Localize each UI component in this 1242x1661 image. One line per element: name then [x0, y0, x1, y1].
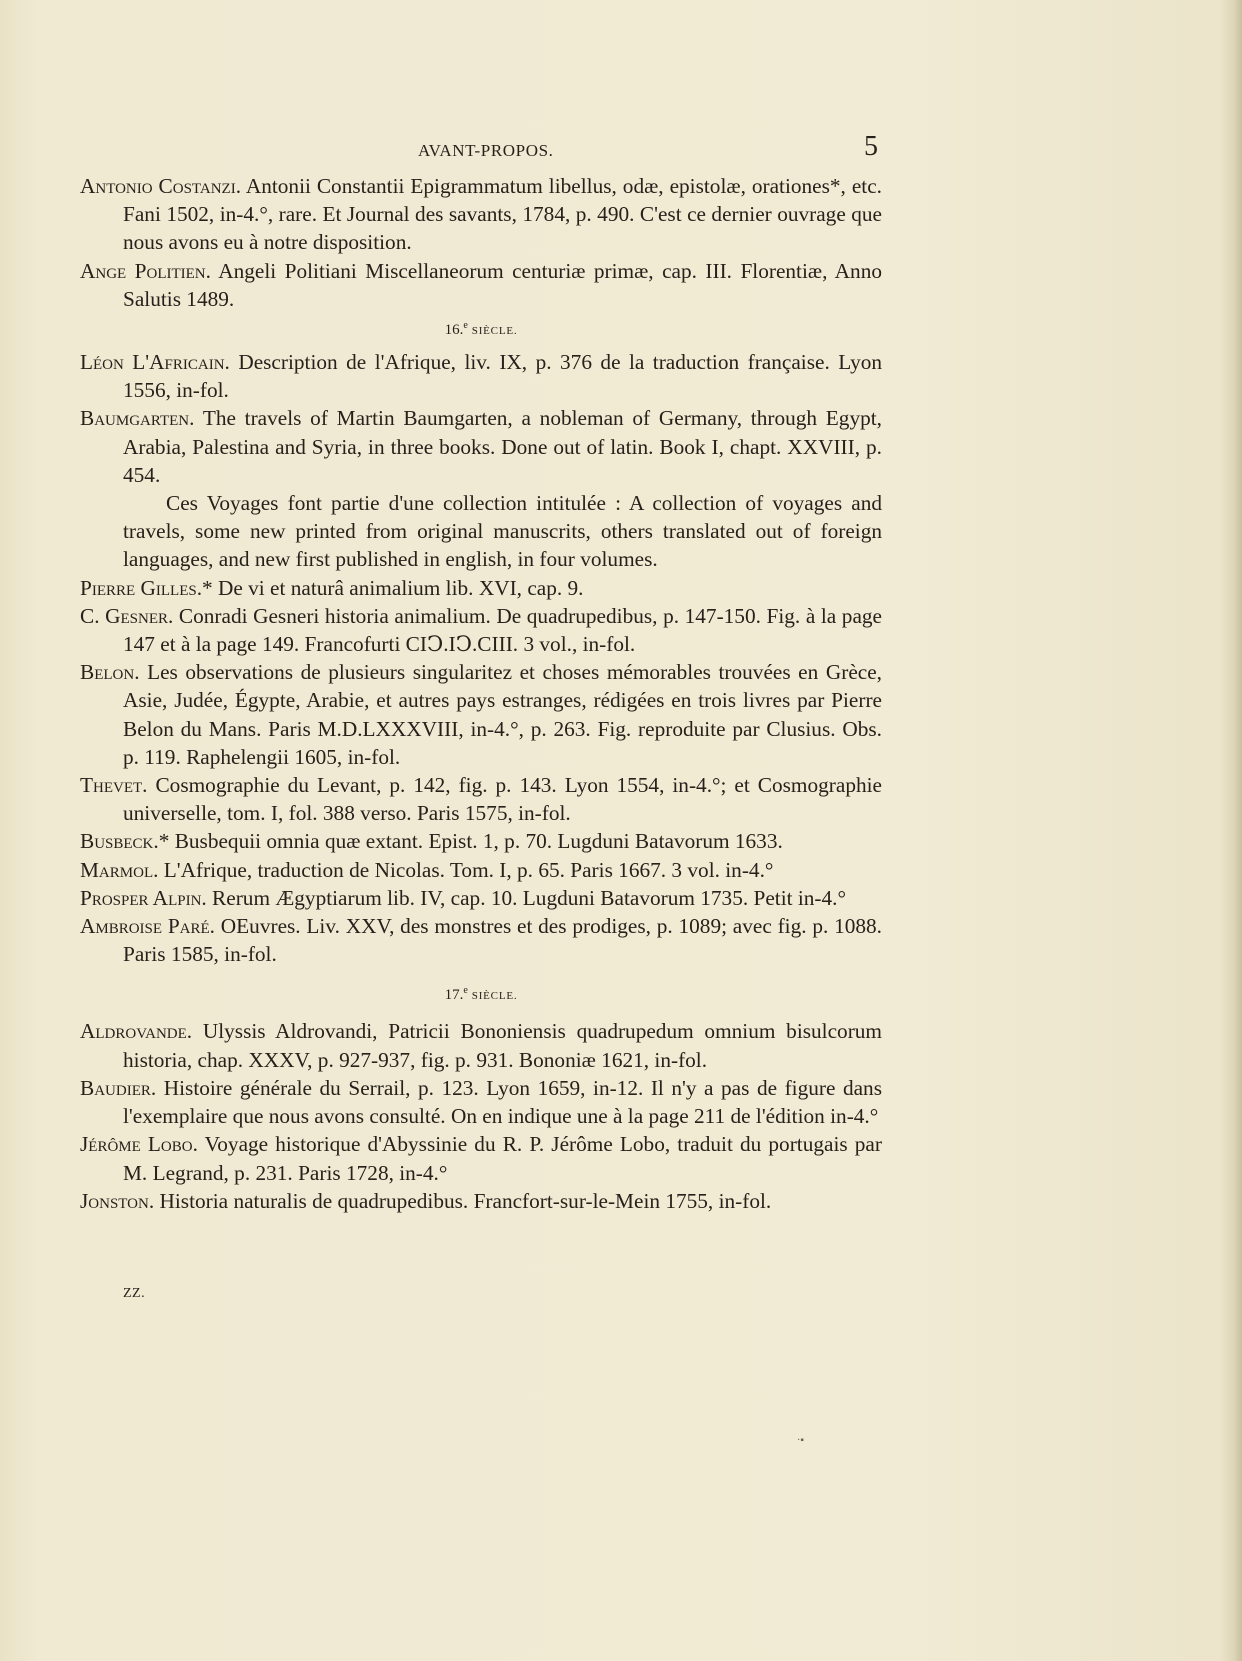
entry-leon-l-africain [80, 348, 882, 404]
section-heading-17 [80, 978, 882, 1009]
running-header: AVANT-PROPOS. [418, 141, 554, 160]
entry-text: Les observations de plusieurs singularitez et choses mémorables trouvées en Grèce, Asie, Judée, Égypte, Arabie, et autres pays estranges, rédigées en trois livres par Pierre Belon du Mans. Paris M.D.LXXXVIII, in-4.°, p. 263. Fig. reproduite par Clusius. Obs. p. 119. Raphelengii 1605, in-fol. [123, 660, 882, 769]
section-heading-16 [80, 313, 882, 344]
entry-aldrovande [80, 1017, 882, 1073]
entry-text: Voyage historique d'Abyssinie du R. P. Jérôme Lobo, traduit du portugais par M. Legrand, p. 231. Paris 1728, in-4.° [123, 1132, 882, 1185]
entry-gesner [80, 602, 882, 658]
century-number: 16. [444, 322, 464, 339]
entry-jonston [80, 1187, 882, 1215]
entry-text: Antonii Constantii Epigrammatum libellus, odæ, epistolæ, orationes*, etc. Fani 1502, in-4.°, rare. Et Journal des savants, 1784, p. 490. C'est ce dernier ouvrage que nous avons eu à notre disposition. [123, 174, 882, 255]
entry-author: Marmol. [80, 857, 159, 882]
entry-author: Ange Politien. [80, 258, 211, 283]
entry-text: L'Afrique, traduction de Nicolas. Tom. I, p. 65. Paris 1667. 3 vol. in-4.° [158, 857, 774, 882]
century-label: SIÈCLE. [471, 325, 518, 338]
entry-author: Busbeck. [80, 829, 159, 854]
entry-busbeck [80, 827, 882, 855]
entry-text: Cosmographie du Levant, p. 142, fig. p. 143. Lyon 1554, in-4.°; et Cosmographie universelle, tom. I, fol. 388 verso. Paris 1575, in-fol. [123, 773, 882, 826]
entry-author: Jonston. [80, 1188, 155, 1213]
century-superscript: e [463, 985, 468, 997]
ink-speck: ·▪ [797, 1435, 804, 1446]
bibliography-list [80, 172, 882, 1215]
entry-text: The travels of Martin Baumgarten, a nobleman of Germany, through Egypt, Arabia, Palestina and Syria, in three books. Done out of latin. Book I, chapt. XXVIII, p. 454. [123, 406, 882, 487]
entry-text: Historia naturalis de quadrupedibus. Francfort-sur-le-Mein 1755, in-fol. [154, 1188, 772, 1213]
entry-author: Aldrovande. [80, 1019, 193, 1044]
entry-author: C. Gesner. [80, 603, 174, 628]
entry-text: Conradi Gesneri historia animalium. De quadrupedibus, p. 147-150. Fig. à la page 147 et à la page 149. Francofurti CIↃ.IↃ.CIII. 3 vol., in-fol. [123, 603, 883, 657]
entry-text: Histoire générale du Serrail, p. 123. Lyon 1659, in-12. Il n'y a pas de figure dans l'exemplaire que nous avons consulté. On en indique une à la page 211 de l'édition in-4.° [123, 1075, 882, 1129]
entry-author: Jérôme Lobo. [80, 1132, 198, 1157]
entry-jerome-lobo [80, 1130, 882, 1186]
century-label: SIÈCLE. [471, 990, 518, 1003]
entry-author: Baudier. [80, 1075, 157, 1100]
entry-author: Antonio Costanzi. [80, 174, 242, 198]
entry-text: Rerum Ægyptiarum lib. IV, cap. 10. Lugduni Batavorum 1735. Petit in-4.° [206, 885, 847, 910]
entry-author: Léon L'Africain. [80, 350, 230, 375]
entry-pierre-gilles [80, 574, 882, 602]
entry-text: * De vi et naturâ animalium lib. XVI, cap. 9. [202, 575, 584, 600]
entry-politien [80, 257, 882, 313]
entry-baudier [80, 1074, 882, 1130]
entry-author: Prosper Alpin. [80, 885, 207, 910]
entry-ambroise-pare [80, 912, 882, 968]
entry-author: Thevet. [80, 773, 148, 798]
entry-author: Baumgarten. [80, 406, 195, 431]
entry-text: * Busbequii omnia quæ extant. Epist. 1, p. 70. Lugduni Batavorum 1633. [158, 829, 783, 854]
page-edge-shadow [1220, 0, 1242, 1661]
entry-author: Ambroise Paré. [80, 914, 216, 939]
entry-prosper-alpin [80, 884, 882, 912]
entry-text: Angeli Politiani Miscellaneorum centuriæ primæ, cap. III. Florentiæ, Anno Salutis 1489. [123, 258, 883, 311]
century-number: 17. [444, 987, 464, 1004]
entry-author: Pierre Gilles. [80, 575, 203, 600]
signature-mark: ZZ. [123, 1286, 146, 1301]
entry-note: Ces Voyages font partie d'une collection intitulée : A collection of voyages and travels, some new printed from original manuscrits, others translated out of foreign languages, and new first published in english, in four volumes. [123, 491, 882, 572]
page-number: 5 [864, 131, 878, 162]
entry-author: Belon. [80, 660, 140, 685]
entry-baumgarten [80, 404, 882, 573]
entry-costanzi [80, 172, 882, 257]
entry-text: Ulyssis Aldrovandi, Patricii Bononiensis quadrupedum omnium bisulcorum historia, chap. XXXV, p. 927-937, fig. p. 931. Bononiæ 1621, in-fol. [123, 1019, 882, 1072]
entry-marmol [80, 856, 882, 884]
entry-text: Description de l'Afrique, liv. IX, p. 376 de la traduction française. Lyon 1556, in-fol. [123, 350, 883, 403]
entry-text: OEuvres. Liv. XXV, des monstres et des prodiges, p. 1089; avec fig. p. 1088. Paris 1585, in-fol. [123, 914, 882, 967]
century-superscript: e [463, 320, 468, 332]
entry-thevet [80, 771, 882, 827]
entry-belon [80, 658, 882, 771]
